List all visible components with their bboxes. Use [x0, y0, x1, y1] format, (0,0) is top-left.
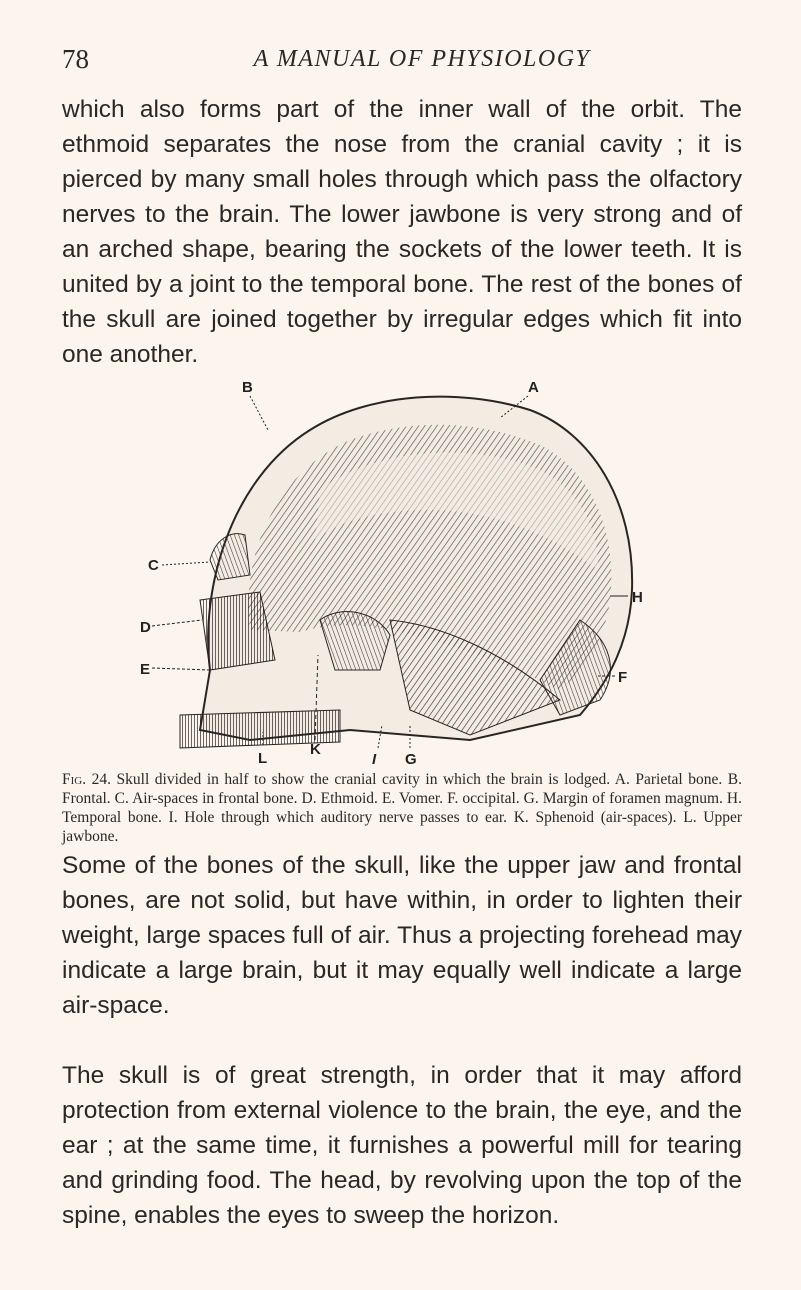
skull-illustration: [140, 370, 660, 770]
label-c: C: [148, 557, 159, 574]
body-paragraph: Some of the bones of the skull, like the upper jaw and frontal bones, are not solid, but have within, in order to lighten their weight, large spaces full of air. Thus a projecting forehead may indicate a large brain, but it may equally well indicate a large air-space.: [62, 852, 742, 1019]
page-number: 78: [62, 44, 89, 74]
label-e: E: [140, 661, 151, 678]
body-paragraph: The skull is of great strength, in order that it may afford protection from external violence to the brain, the eye, and the ear ; at the same time, it furnishes a powerful mill for tearing and grinding food. The head, by revolving upon the top of the spine, enables the eyes to sweep the horizon.: [62, 1062, 742, 1229]
label-k: K: [310, 741, 321, 758]
label-i: I: [372, 751, 377, 768]
label-a: A: [528, 379, 539, 396]
label-g: G: [405, 751, 417, 768]
label-h: H: [632, 589, 643, 606]
label-d: D: [140, 619, 151, 636]
figure-number: Fig. 24.: [62, 771, 112, 788]
figure-caption: [62, 770, 742, 846]
skull-figure: [140, 370, 660, 770]
body-paragraph: which also forms part of the inner wall of the orbit. The ethmoid separates the nose from the cranial cavity ; it is pierced by many small holes through which pass the olfactory nerves to the brain. The lower jawbone is very strong and of an arched shape, bearing the sockets of the lower teeth. It is united by a joint to the temporal bone. The rest of the bones of the skull are joined together by irregular edges which fit into one another.: [62, 96, 742, 368]
label-b: B: [242, 379, 253, 396]
label-f: F: [618, 669, 628, 686]
label-l: L: [258, 750, 268, 767]
running-title: A MANUAL OF PHYSIOLOGY: [253, 46, 591, 72]
figure-caption-text: Skull divided in half to show the cranial cavity in which the brain is lodged. A. Parietal bone. B. Frontal. C. Air-spaces in frontal bone. D. Ethmoid. E. Vomer. F. occipital. G. Margin of foramen magnum. H. Temporal bone. I. Hole through which auditory nerve passes to ear. K. Sphenoid (air-spaces). L. Upper jawbone.: [62, 771, 743, 845]
frontal-air-spaces: [210, 534, 250, 580]
page-header: [62, 44, 742, 84]
